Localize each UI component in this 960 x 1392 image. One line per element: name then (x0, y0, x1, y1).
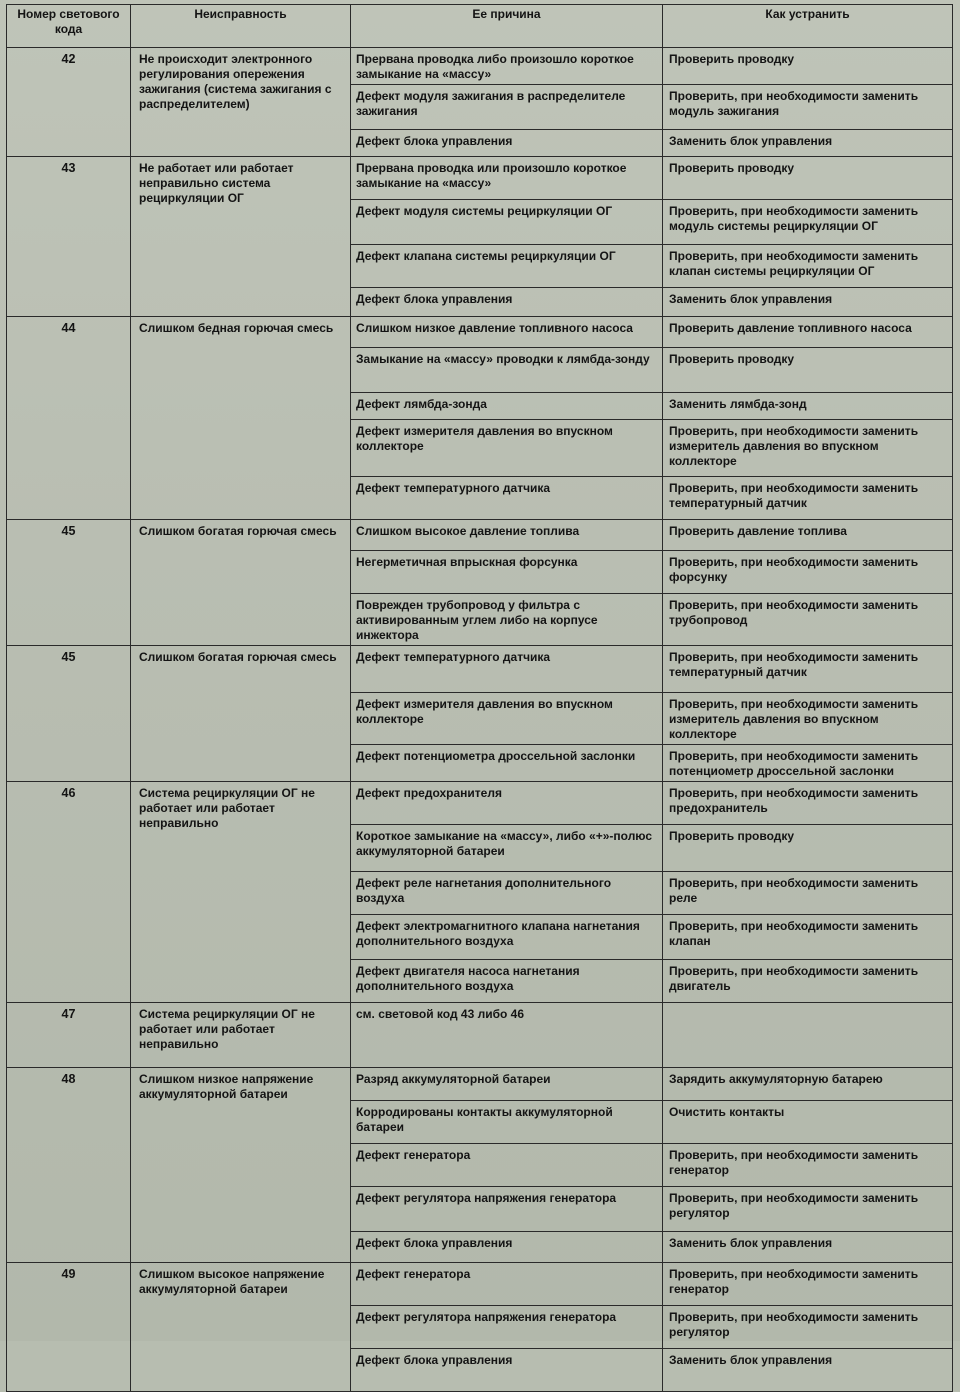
header-fix: Как устранить (663, 5, 953, 48)
fix-cell: Проверить, при необходимости заменить предохранитель (663, 782, 953, 825)
cause-cell: Слишком высокое давление топлива (351, 520, 663, 551)
fix-cell: Проверить, при необходимости заменить температурный датчик (663, 646, 953, 693)
fault-cell: Слишком низкое напряжение аккумуляторной батареи (131, 1068, 351, 1263)
fix-cell: Проверить проводку (663, 48, 953, 85)
cause-cell: Дефект блока управления (351, 130, 663, 157)
fix-cell: Заменить блок управления (663, 1349, 953, 1392)
fault-cell: Система рециркуляции ОГ не работает или работает неправильно (131, 782, 351, 1003)
light-code-cell: 48 (7, 1068, 131, 1263)
cause-cell: Дефект температурного датчика (351, 477, 663, 520)
cause-cell: Дефект блока управления (351, 1349, 663, 1392)
cause-cell: Дефект лямбда-зонда (351, 393, 663, 420)
cause-cell: Дефект блока управления (351, 1232, 663, 1263)
fix-cell: Проверить, при необходимости заменить двигатель (663, 960, 953, 1003)
cause-cell: Дефект генератора (351, 1144, 663, 1187)
fix-cell: Проверить, при необходимости заменить генератор (663, 1144, 953, 1187)
cause-cell: Дефект измерителя давления во впускном коллекторе (351, 693, 663, 745)
cause-cell: Замыкание на «массу» проводки к лямбда-зонду (351, 348, 663, 393)
cause-cell: Дефект потенциометра дроссельной заслонки (351, 745, 663, 782)
fix-cell: Проверить проводку (663, 157, 953, 200)
header-fault: Неисправность (131, 5, 351, 48)
fault-cell: Не происходит электронного регулирования опережения зажигания (система зажигания с распределителем) (131, 48, 351, 157)
fix-cell: Проверить, при необходимости заменить измеритель давления во впускном коллекторе (663, 693, 953, 745)
fix-cell: Проверить, при необходимости заменить измеритель давления во впускном коллекторе (663, 420, 953, 477)
fix-cell: Заменить блок управления (663, 130, 953, 157)
fault-cell: Слишком богатая горючая смесь (131, 520, 351, 646)
fix-cell: Проверить давление топлива (663, 520, 953, 551)
table-row (7, 1263, 953, 1306)
header-code: Номер светового кода (7, 5, 131, 48)
fix-cell: Заменить блок управления (663, 288, 953, 317)
table-row (7, 317, 953, 348)
cause-cell: Слишком низкое давление топливного насоса (351, 317, 663, 348)
cause-cell: Корродированы контакты аккумуляторной батареи (351, 1101, 663, 1144)
fix-cell: Проверить, при необходимости заменить регулятор (663, 1306, 953, 1349)
fault-cell: Не работает или работает неправильно система рециркуляции ОГ (131, 157, 351, 317)
fix-cell: Проверить давление топливного насоса (663, 317, 953, 348)
fix-cell: Проверить, при необходимости заменить клапан (663, 915, 953, 960)
header-cause: Ее причина (351, 5, 663, 48)
table-row (7, 646, 953, 693)
cause-cell: Дефект измерителя давления во впускном коллекторе (351, 420, 663, 477)
fix-cell: Проверить, при необходимости заменить модуль зажигания (663, 85, 953, 130)
diagnostic-codes-table (6, 4, 953, 1392)
light-code-cell: 49 (7, 1263, 131, 1392)
table-row (7, 48, 953, 85)
fix-cell: Проверить, при необходимости заменить температурный датчик (663, 477, 953, 520)
cause-cell: Разряд аккумуляторной батареи (351, 1068, 663, 1101)
cause-cell: Дефект двигателя насоса нагнетания дополнительного воздуха (351, 960, 663, 1003)
cause-cell: Дефект модуля зажигания в распределителе зажигания (351, 85, 663, 130)
fix-cell: Проверить проводку (663, 348, 953, 393)
cause-cell: Дефект модуля системы рециркуляции ОГ (351, 200, 663, 245)
cause-cell: Дефект регулятора напряжения генератора (351, 1306, 663, 1349)
light-code-cell: 46 (7, 782, 131, 1003)
cause-cell: Прервана проводка либо произошло короткое замыкание на «массу» (351, 48, 663, 85)
cause-cell: Дефект блока управления (351, 288, 663, 317)
fix-cell: Проверить, при необходимости заменить генератор (663, 1263, 953, 1306)
cause-cell: Дефект регулятора напряжения генератора (351, 1187, 663, 1232)
table-row (7, 157, 953, 200)
cause-cell: Дефект реле нагнетания дополнительного воздуха (351, 872, 663, 915)
cause-cell: Прервана проводка или произошло короткое замыкание на «массу» (351, 157, 663, 200)
light-code-cell: 43 (7, 157, 131, 317)
light-code-cell: 44 (7, 317, 131, 520)
cause-cell: Дефект электромагнитного клапана нагнетания дополнительного воздуха (351, 915, 663, 960)
fault-cell: Слишком бедная горючая смесь (131, 317, 351, 520)
cause-cell: Дефект предохранителя (351, 782, 663, 825)
cause-cell: см. световой код 43 либо 46 (351, 1003, 663, 1068)
fix-cell: Проверить проводку (663, 825, 953, 872)
fix-cell: Зарядить аккумуляторную батарею (663, 1068, 953, 1101)
table-row (7, 1003, 953, 1068)
fault-cell: Слишком богатая горючая смесь (131, 646, 351, 782)
fix-cell: Проверить, при необходимости заменить форсунку (663, 551, 953, 594)
fix-cell: Проверить, при необходимости заменить регулятор (663, 1187, 953, 1232)
fix-cell: Очистить контакты (663, 1101, 953, 1144)
fix-cell (663, 1003, 953, 1068)
fault-cell: Слишком высокое напряжение аккумуляторной батареи (131, 1263, 351, 1392)
cause-cell: Дефект клапана системы рециркуляции ОГ (351, 245, 663, 288)
cause-cell: Негерметичная впрыскная форсунка (351, 551, 663, 594)
cause-cell: Короткое замыкание на «массу», либо «+»-полюс аккумуляторной батареи (351, 825, 663, 872)
fix-cell: Заменить блок управления (663, 1232, 953, 1263)
cause-cell: Дефект генератора (351, 1263, 663, 1306)
table-row (7, 520, 953, 551)
light-code-cell: 45 (7, 520, 131, 646)
fix-cell: Проверить, при необходимости заменить трубопровод (663, 594, 953, 646)
table-row (7, 782, 953, 825)
cause-cell: Поврежден трубопровод у фильтра с активированным углем либо на корпусе инжектора (351, 594, 663, 646)
light-code-cell: 45 (7, 646, 131, 782)
table-header-row (7, 5, 953, 48)
fix-cell: Проверить, при необходимости заменить клапан системы рециркуляции ОГ (663, 245, 953, 288)
fix-cell: Проверить, при необходимости заменить реле (663, 872, 953, 915)
table-body (7, 48, 953, 1392)
cause-cell: Дефект температурного датчика (351, 646, 663, 693)
fix-cell: Проверить, при необходимости заменить потенциометр дроссельной заслонки (663, 745, 953, 782)
light-code-cell: 42 (7, 48, 131, 157)
fix-cell: Проверить, при необходимости заменить модуль системы рециркуляции ОГ (663, 200, 953, 245)
table-row (7, 1068, 953, 1101)
light-code-cell: 47 (7, 1003, 131, 1068)
fix-cell: Заменить лямбда-зонд (663, 393, 953, 420)
fault-cell: Система рециркуляции ОГ не работает или работает неправильно (131, 1003, 351, 1068)
